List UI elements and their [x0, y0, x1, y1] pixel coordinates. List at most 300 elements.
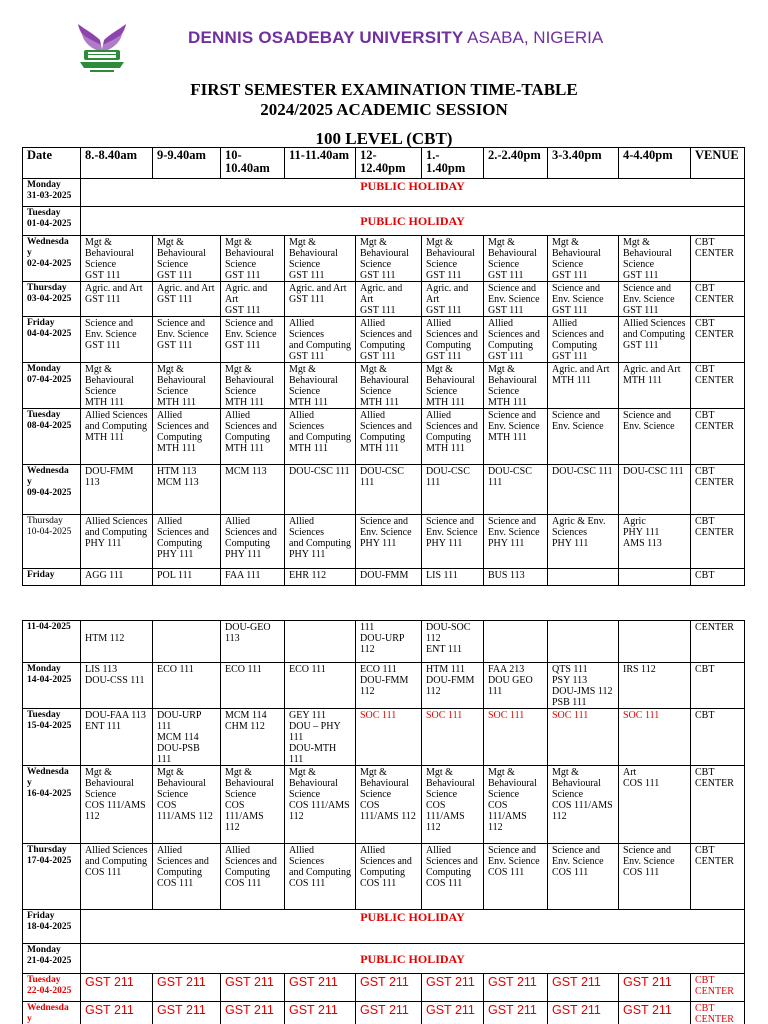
course-text: GST 211	[552, 975, 601, 989]
col-header: 12- 12.40pm	[356, 148, 422, 179]
course-text: SOC 111	[488, 710, 525, 721]
date-cell	[23, 317, 81, 363]
venue-text: CBT CENTER	[695, 237, 734, 259]
exam-cell	[81, 709, 153, 766]
course-text: ECO 111 DOU-FMM 112	[360, 664, 409, 697]
course-text: Mgt & Behavioural Science MTH 111	[426, 364, 475, 408]
course-text: GST 211	[623, 1003, 672, 1017]
course-text: Mgt & Behavioural Science COS 111/AMS 112	[360, 767, 416, 822]
exam-cell	[221, 663, 285, 709]
course-text: DOU-URP 111 MCM 114 DOU-PSB 111	[157, 710, 202, 765]
venue-text: CBT	[695, 570, 715, 581]
exam-cell	[484, 465, 548, 515]
course-text: Science and Env. Science PHY 111	[488, 516, 540, 549]
exam-cell	[285, 236, 356, 282]
exam-cell	[153, 363, 221, 409]
venue-cell	[691, 663, 745, 709]
exam-cell	[484, 621, 548, 663]
course-text: HTM 111 DOU-FMM 112	[426, 664, 475, 697]
exam-cell	[422, 1002, 484, 1024]
exam-cell	[356, 236, 422, 282]
exam-cell	[81, 515, 153, 569]
course-text: LIS 113 DOU-CSS 111	[85, 664, 145, 686]
exam-cell	[221, 236, 285, 282]
course-text: GST 211	[426, 1003, 475, 1017]
table-row	[23, 515, 745, 569]
exam-cell	[619, 569, 691, 586]
table-row	[23, 179, 745, 207]
col-header: 2.-2.40pm	[484, 148, 548, 179]
public-holiday-cell: PUBLIC HOLIDAY	[81, 179, 745, 207]
course-text: Science and Env. Science	[623, 410, 675, 432]
exam-cell	[221, 1002, 285, 1024]
table-row	[23, 207, 745, 236]
venue-text: CBT CENTER	[695, 845, 734, 867]
course-text: GST 211	[225, 975, 274, 989]
course-text: GST 211	[85, 1003, 134, 1017]
table-row	[23, 663, 745, 709]
exam-cell	[221, 621, 285, 663]
date-label: Friday 18-04-2025	[27, 911, 72, 932]
exam-cell	[356, 844, 422, 910]
exam-cell	[619, 409, 691, 465]
date-cell	[23, 974, 81, 1002]
table-row	[23, 363, 745, 409]
exam-cell	[285, 621, 356, 663]
course-text: Mgt & Behavioural Science GST 111	[488, 237, 537, 281]
venue-text: CBT CENTER	[695, 975, 734, 997]
course-text: Allied Sciences and Computing GST 111	[289, 318, 351, 362]
course-text: GST 211	[360, 1003, 409, 1017]
course-text: Science and Env. Science GST 111	[623, 283, 675, 316]
course-text: FAA 111	[225, 570, 261, 581]
exam-cell	[153, 709, 221, 766]
course-text: Mgt & Behavioural Science GST 111	[426, 237, 475, 281]
exam-cell	[619, 709, 691, 766]
date-label: 11-04-2025	[27, 622, 71, 632]
course-text: Agric. and Art GST 111	[225, 283, 268, 316]
exam-cell	[81, 317, 153, 363]
course-text: Allied Sciences and Computing COS 111	[225, 845, 277, 889]
exam-cell	[484, 569, 548, 586]
exam-cell	[548, 515, 619, 569]
course-text: GST 211	[157, 975, 206, 989]
date-label: Wednesda y	[27, 1003, 69, 1024]
venue-cell	[691, 709, 745, 766]
course-text: Science and Env. Science COS 111	[552, 845, 604, 878]
date-label: Monday 14-04-2025	[27, 664, 72, 685]
venue-text: CENTER	[695, 622, 734, 633]
date-cell	[23, 663, 81, 709]
exam-cell	[153, 1002, 221, 1024]
exam-cell	[81, 282, 153, 317]
exam-cell	[285, 709, 356, 766]
course-text: Mgt & Behavioural Science MTH 111	[289, 364, 338, 408]
col-header: 8.-8.40am	[81, 148, 153, 179]
col-header: Date	[23, 148, 81, 179]
exam-cell	[422, 409, 484, 465]
exam-cell	[153, 766, 221, 844]
course-text: Science and Env. Science COS 111	[488, 845, 540, 878]
exam-cell	[356, 363, 422, 409]
course-text: Allied Sciences and Computing MTH 111	[360, 410, 412, 454]
course-text: GST 211	[488, 1003, 537, 1017]
course-text: Mgt & Behavioural Science MTH 111	[85, 364, 134, 408]
exam-cell	[356, 409, 422, 465]
course-text: Mgt & Behavioural Science COS 111/AMS 112	[488, 767, 537, 833]
exam-cell	[619, 236, 691, 282]
course-text: DOU-CSC 111	[289, 466, 350, 477]
course-text: ECO 111	[225, 664, 262, 675]
course-text: FAA 213 DOU GEO 111	[488, 664, 533, 697]
date-cell	[23, 766, 81, 844]
col-header: 4-4.40pm	[619, 148, 691, 179]
exam-cell	[81, 621, 153, 663]
exam-cell	[153, 236, 221, 282]
course-text: DOU-CSC 111	[426, 466, 470, 488]
exam-cell	[548, 236, 619, 282]
timetable-part-2	[22, 620, 745, 1024]
exam-cell	[221, 709, 285, 766]
course-text: Science and Env. Science COS 111	[623, 845, 675, 878]
venue-text: CBT CENTER	[695, 516, 734, 538]
exam-cell	[619, 621, 691, 663]
course-text: Mgt & Behavioural Science COS 111/AMS 112	[426, 767, 475, 833]
col-header: 1.- 1.40pm	[422, 148, 484, 179]
header-row	[23, 148, 745, 179]
course-text: Mgt & Behavioural Science MTH 111	[360, 364, 409, 408]
exam-cell	[619, 282, 691, 317]
exam-cell	[422, 282, 484, 317]
course-text: Mgt & Behavioural Science MTH 111	[157, 364, 206, 408]
col-header: 10- 10.40am	[221, 148, 285, 179]
exam-cell	[221, 974, 285, 1002]
col-header: VENUE	[691, 148, 745, 179]
course-text: GST 211	[289, 1003, 338, 1017]
course-text: Science and Env. Science GST 111	[488, 283, 540, 316]
exam-cell	[153, 282, 221, 317]
table-row	[23, 910, 745, 944]
exam-cell	[422, 317, 484, 363]
date-cell	[23, 207, 81, 236]
course-text: POL 111	[157, 570, 193, 581]
date-cell	[23, 1002, 81, 1024]
exam-cell	[221, 844, 285, 910]
date-cell	[23, 944, 81, 974]
course-text: GST 211	[623, 975, 672, 989]
course-text: DOU-FAA 113 ENT 111	[85, 710, 146, 732]
course-text: Science and Env. Science	[552, 410, 604, 432]
exam-cell	[619, 766, 691, 844]
course-text: GST 211	[157, 1003, 206, 1017]
exam-cell	[422, 363, 484, 409]
course-text: GST 211	[225, 1003, 274, 1017]
exam-cell	[221, 515, 285, 569]
exam-cell	[285, 363, 356, 409]
exam-cell	[356, 569, 422, 586]
exam-cell	[221, 465, 285, 515]
date-label: Tuesday 22-04-2025	[27, 975, 72, 996]
course-text: Science and Env. Science GST 111	[157, 318, 209, 351]
course-text: QTS 111 PSY 113 DOU-JMS 112 PSB 111	[552, 664, 613, 708]
course-text: Mgt & Behavioural Science GST 111	[157, 237, 206, 281]
exam-cell	[285, 844, 356, 910]
venue-cell	[691, 317, 745, 363]
exam-cell	[484, 1002, 548, 1024]
course-text: ECO 111	[289, 664, 326, 675]
course-text: Science and Env. Science GST 111	[85, 318, 137, 351]
venue-text: CBT CENTER	[695, 410, 734, 432]
date-cell	[23, 709, 81, 766]
course-text: Agric. and Art GST 111	[360, 283, 403, 316]
course-text: Mgt & Behavioural Science GST 111	[225, 237, 274, 281]
venue-text: CBT CENTER	[695, 318, 734, 340]
exam-cell	[484, 974, 548, 1002]
course-text: Agric & Env. Sciences PHY 111	[552, 516, 606, 549]
exam-cell	[221, 569, 285, 586]
course-text: Allied Sciences and Computing GST 111	[426, 318, 478, 362]
exam-cell	[221, 363, 285, 409]
exam-cell	[81, 465, 153, 515]
course-text: Allied Sciences and Computing MTH 111	[85, 410, 148, 443]
exam-cell	[81, 569, 153, 586]
venue-cell	[691, 1002, 745, 1024]
date-cell	[23, 409, 81, 465]
course-text: Agric. and Art MTH 111	[623, 364, 681, 386]
course-text: Mgt & Behavioural Science COS 111/AMS 112	[289, 767, 350, 822]
venue-text: CBT CENTER	[695, 466, 734, 488]
exam-cell	[356, 1002, 422, 1024]
course-text: Allied Sciences and Computing PHY 111	[157, 516, 209, 560]
exam-cell	[422, 766, 484, 844]
session-title: 2024/2025 ACADEMIC SESSION	[260, 100, 508, 119]
course-text: SOC 111	[360, 710, 397, 721]
exam-cell	[285, 663, 356, 709]
venue-text: CBT	[695, 664, 715, 675]
date-cell	[23, 844, 81, 910]
exam-cell	[285, 515, 356, 569]
course-text: IRS 112	[623, 664, 656, 675]
date-label: Monday 07-04-2025	[27, 364, 72, 385]
course-text: Allied Sciences and Computing MTH 111	[157, 410, 209, 454]
table-row	[23, 974, 745, 1002]
date-label: Wednesda y 02-04-2025	[27, 237, 72, 269]
course-text: Allied Sciences and Computing PHY 111	[225, 516, 277, 560]
course-text: SOC 111	[552, 710, 589, 721]
venue-cell	[691, 465, 745, 515]
exam-cell	[153, 569, 221, 586]
exam-cell	[484, 317, 548, 363]
course-text: DOU-CSC 111	[360, 466, 404, 488]
exam-cell	[285, 569, 356, 586]
university-name: DENNIS OSADEBAY UNIVERSITY ASABA, NIGERIA	[188, 28, 604, 47]
exam-cell	[548, 844, 619, 910]
exam-cell	[422, 709, 484, 766]
exam-cell	[153, 409, 221, 465]
date-cell	[23, 236, 81, 282]
exam-cell	[81, 663, 153, 709]
course-text: Allied Sciences and Computing PHY 111	[289, 516, 351, 560]
exam-cell	[285, 465, 356, 515]
course-text: BUS 113	[488, 570, 525, 581]
course-text: Mgt & Behavioural Science COS 111/AMS 112	[225, 767, 274, 833]
exam-cell	[484, 766, 548, 844]
date-cell	[23, 363, 81, 409]
exam-cell	[422, 621, 484, 663]
course-text: LIS 111	[426, 570, 458, 581]
course-text: HTM 113 MCM 113	[157, 466, 199, 488]
exam-cell	[422, 844, 484, 910]
table-row	[23, 844, 745, 910]
exam-cell	[548, 1002, 619, 1024]
exam-cell	[153, 844, 221, 910]
table-row	[23, 621, 745, 663]
course-text: Agric. and Art GST 111	[426, 283, 469, 316]
course-text: Mgt & Behavioural Science GST 111	[623, 237, 672, 281]
timetable-part-1	[22, 147, 745, 586]
course-text: Allied Sciences and Computing COS 111	[157, 845, 209, 889]
exam-cell	[221, 766, 285, 844]
exam-cell	[356, 621, 422, 663]
course-text: ECO 111	[157, 664, 194, 675]
course-text: Allied Sciences and Computing COS 111	[289, 845, 351, 889]
exam-cell	[285, 974, 356, 1002]
exam-cell	[484, 236, 548, 282]
exam-cell	[484, 663, 548, 709]
public-holiday-cell: PUBLIC HOLIDAY	[81, 944, 745, 974]
course-text: DOU-CSC 111	[488, 466, 532, 488]
date-label: Friday	[27, 570, 55, 580]
course-text: SOC 111	[426, 710, 463, 721]
col-header: 3-3.40pm	[548, 148, 619, 179]
venue-text: CBT CENTER	[695, 283, 734, 305]
table-row	[23, 409, 745, 465]
exam-cell	[153, 663, 221, 709]
exam-cell	[619, 317, 691, 363]
course-text: GST 211	[552, 1003, 601, 1017]
venue-cell	[691, 569, 745, 586]
course-text: Science and Env. Science PHY 111	[426, 516, 478, 549]
date-cell	[23, 910, 81, 944]
exam-cell	[548, 709, 619, 766]
date-cell	[23, 621, 81, 663]
venue-cell	[691, 974, 745, 1002]
venue-cell	[691, 236, 745, 282]
date-cell	[23, 569, 81, 586]
course-text: Allied Sciences and Computing MTH 111	[426, 410, 478, 454]
course-text: Allied Sciences and Computing GST 111	[360, 318, 412, 362]
date-cell	[23, 465, 81, 515]
exam-cell	[356, 974, 422, 1002]
course-text: Allied Sciences and Computing PHY 111	[85, 516, 148, 549]
course-text: Mgt & Behavioural Science COS 111/AMS 112	[85, 767, 146, 822]
exam-cell	[153, 621, 221, 663]
exam-cell	[548, 621, 619, 663]
course-text: Mgt & Behavioural Science MTH 111	[488, 364, 537, 408]
date-label: Thursday 10-04-2025	[27, 516, 72, 537]
course-text: GST 211	[488, 975, 537, 989]
col-header: 9-9.40am	[153, 148, 221, 179]
course-text: GST 211	[360, 975, 409, 989]
exam-cell	[484, 363, 548, 409]
public-holiday-cell: PUBLIC HOLIDAY	[81, 207, 745, 236]
exam-cell	[422, 515, 484, 569]
course-text: Science and Env. Science PHY 111	[360, 516, 412, 549]
exam-cell	[422, 569, 484, 586]
exam-cell	[548, 974, 619, 1002]
venue-text: CBT	[695, 710, 715, 721]
exam-cell	[619, 844, 691, 910]
venue-cell	[691, 409, 745, 465]
date-cell	[23, 179, 81, 207]
exam-cell	[484, 409, 548, 465]
exam-cell	[81, 1002, 153, 1024]
university-logo	[70, 20, 134, 78]
exam-cell	[81, 844, 153, 910]
venue-text: CBT CENTER	[695, 767, 734, 789]
venue-text: CBT CENTER	[695, 1003, 734, 1024]
date-label: Wednesda y 16-04-2025	[27, 767, 72, 799]
table-row	[23, 465, 745, 515]
exam-cell	[153, 515, 221, 569]
course-text: DOU-SOC 112 ENT 111	[426, 622, 471, 655]
table-row	[23, 709, 745, 766]
date-label: Wednesda y 09-04-2025	[27, 466, 72, 498]
date-label: Tuesday 15-04-2025	[27, 710, 72, 731]
course-text: Agric PHY 111 AMS 113	[623, 516, 662, 549]
course-text: GST 211	[289, 975, 338, 989]
venue-cell	[691, 766, 745, 844]
table-row	[23, 236, 745, 282]
course-text: DOU-CSC 111	[623, 466, 684, 477]
course-text: Mgt & Behavioural Science COS 111/AMS 112	[552, 767, 613, 822]
exam-cell	[285, 409, 356, 465]
course-text: Science and Env. Science MTH 111	[488, 410, 540, 443]
table-row	[23, 766, 745, 844]
exam-cell	[619, 465, 691, 515]
course-text: Agric. and Art GST 111	[289, 283, 347, 305]
course-text: Art COS 111	[623, 767, 660, 789]
course-text: Mgt & Behavioural Science COS 111/AMS 112	[157, 767, 213, 822]
table-row	[23, 944, 745, 974]
course-text: Allied Sciences and Computing GST 111	[623, 318, 686, 351]
exam-cell	[484, 282, 548, 317]
exam-cell	[422, 236, 484, 282]
exam-cell	[356, 515, 422, 569]
course-text: Mgt & Behavioural Science GST 111	[360, 237, 409, 281]
course-text: EHR 112	[289, 570, 327, 581]
date-label: Tuesday 01-04-2025	[27, 208, 72, 229]
exam-cell	[285, 766, 356, 844]
timetable-title: FIRST SEMESTER EXAMINATION TIME-TABLE	[190, 80, 578, 99]
table-row	[23, 569, 745, 586]
table-row	[23, 1002, 745, 1024]
venue-cell	[691, 621, 745, 663]
exam-cell	[619, 974, 691, 1002]
exam-cell	[153, 974, 221, 1002]
course-text: Agric. and Art GST 111	[85, 283, 143, 305]
exam-cell	[484, 844, 548, 910]
exam-cell	[548, 363, 619, 409]
exam-cell	[221, 317, 285, 363]
course-text: Agric. and Art GST 111	[157, 283, 215, 305]
exam-cell	[484, 515, 548, 569]
course-text: Mgt & Behavioural Science GST 111	[289, 237, 338, 281]
course-text: Allied Sciences and Computing GST 111	[552, 318, 604, 362]
exam-cell	[548, 409, 619, 465]
course-text: DOU-FMM 113	[85, 466, 134, 488]
course-text: Science and Env. Science GST 111	[552, 283, 604, 316]
